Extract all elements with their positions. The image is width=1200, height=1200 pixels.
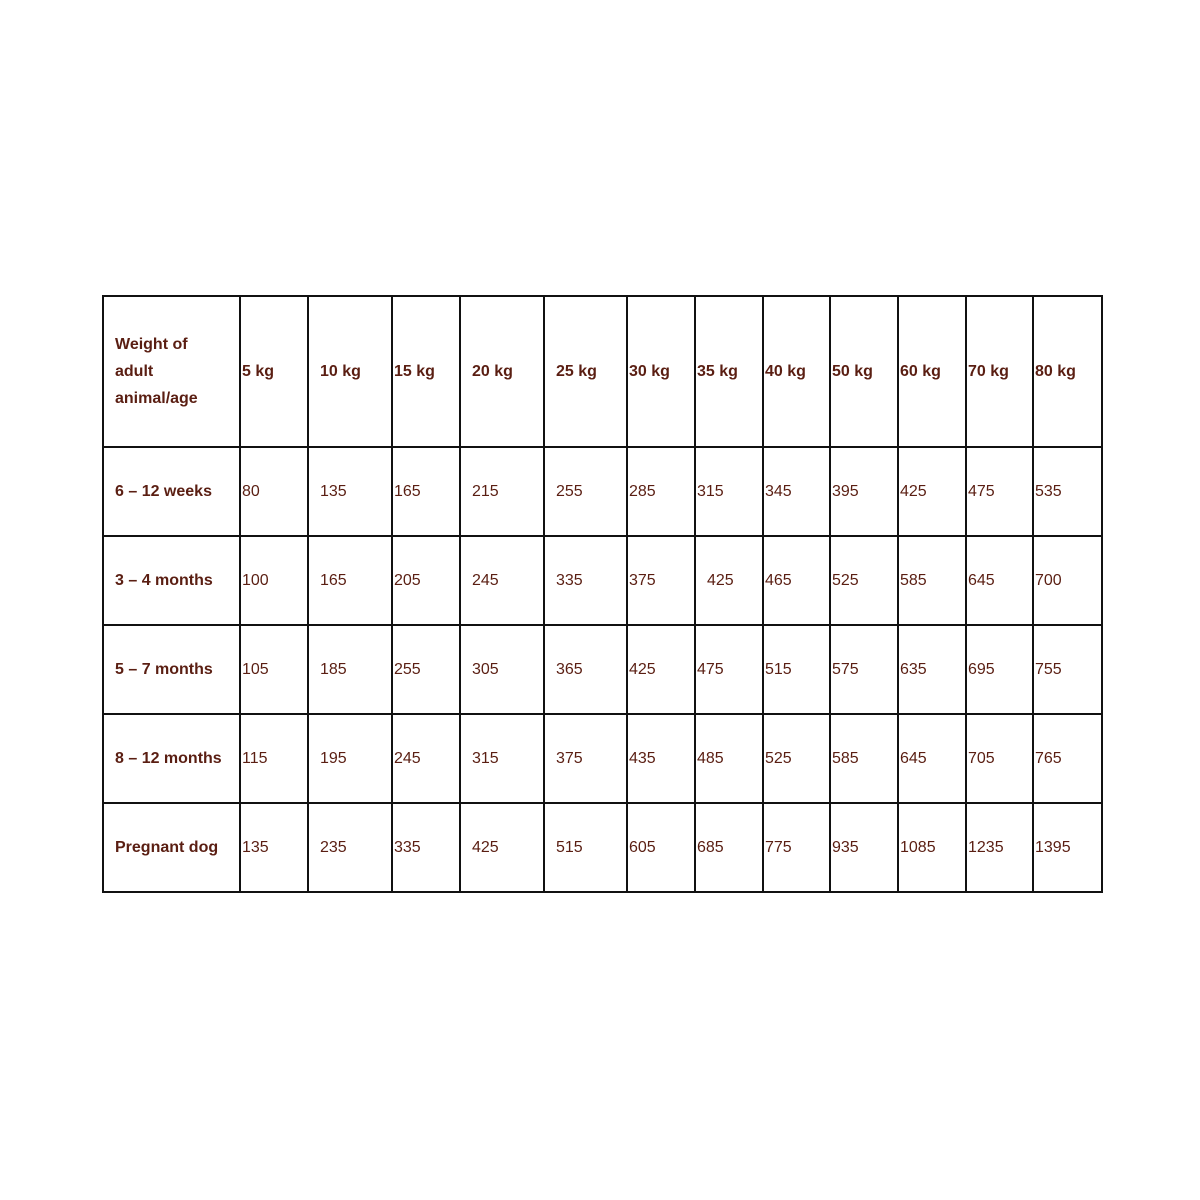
- table-cell: 705: [966, 714, 1033, 803]
- table-cell: 935: [830, 803, 898, 892]
- table-cell: 645: [966, 536, 1033, 625]
- table-cell: 255: [544, 447, 627, 536]
- table-cell: 115: [240, 714, 308, 803]
- column-header: 50 kg: [830, 296, 898, 447]
- header-row: [103, 296, 1102, 447]
- table-cell: 475: [966, 447, 1033, 536]
- table-cell: 635: [898, 625, 966, 714]
- table-cell: 425: [695, 536, 763, 625]
- table-cell: 685: [695, 803, 763, 892]
- row-label: 8 – 12 months: [103, 714, 240, 803]
- column-header: 30 kg: [627, 296, 695, 447]
- column-header: 80 kg: [1033, 296, 1102, 447]
- column-header: 70 kg: [966, 296, 1033, 447]
- table-cell: 515: [544, 803, 627, 892]
- row-label: 5 – 7 months: [103, 625, 240, 714]
- table-cell: 525: [830, 536, 898, 625]
- corner-header-cell: [103, 296, 240, 447]
- table-cell: 285: [627, 447, 695, 536]
- table-cell: 575: [830, 625, 898, 714]
- table-cell: 645: [898, 714, 966, 803]
- table-cell: 135: [308, 447, 392, 536]
- table-cell: 435: [627, 714, 695, 803]
- table-cell: 525: [763, 714, 830, 803]
- table-cell: 335: [392, 803, 460, 892]
- table-cell: 205: [392, 536, 460, 625]
- table-row: [103, 625, 1102, 714]
- column-header: 10 kg: [308, 296, 392, 447]
- table-cell: 235: [308, 803, 392, 892]
- table-cell: 425: [898, 447, 966, 536]
- table-cell: 375: [544, 714, 627, 803]
- row-label: 3 – 4 months: [103, 536, 240, 625]
- table-cell: 305: [460, 625, 544, 714]
- table-cell: 1235: [966, 803, 1033, 892]
- table-cell: 695: [966, 625, 1033, 714]
- table-cell: 485: [695, 714, 763, 803]
- column-header: 40 kg: [763, 296, 830, 447]
- table-cell: 515: [763, 625, 830, 714]
- corner-header-line: adult: [115, 363, 154, 380]
- column-header: 25 kg: [544, 296, 627, 447]
- table-cell: 465: [763, 536, 830, 625]
- table-cell: 135: [240, 803, 308, 892]
- table-cell: 105: [240, 625, 308, 714]
- table-cell: 425: [460, 803, 544, 892]
- table-cell: 425: [627, 625, 695, 714]
- table-cell: 195: [308, 714, 392, 803]
- table-row: [103, 714, 1102, 803]
- table-cell: 585: [830, 714, 898, 803]
- table-cell: 215: [460, 447, 544, 536]
- table-row: [103, 803, 1102, 892]
- table-cell: 395: [830, 447, 898, 536]
- table-cell: 245: [392, 714, 460, 803]
- table-cell: 255: [392, 625, 460, 714]
- table-cell: 755: [1033, 625, 1102, 714]
- table-cell: 535: [1033, 447, 1102, 536]
- column-header: 60 kg: [898, 296, 966, 447]
- table-cell: 765: [1033, 714, 1102, 803]
- column-header: 5 kg: [240, 296, 308, 447]
- table-cell: 375: [627, 536, 695, 625]
- table-cell: 315: [695, 447, 763, 536]
- table-cell: 100: [240, 536, 308, 625]
- table-cell: 365: [544, 625, 627, 714]
- column-header: 20 kg: [460, 296, 544, 447]
- table-row: [103, 447, 1102, 536]
- table-cell: 80: [240, 447, 308, 536]
- table-cell: 335: [544, 536, 627, 625]
- table-cell: 775: [763, 803, 830, 892]
- table-cell: 165: [308, 536, 392, 625]
- corner-header-line: animal/age: [115, 390, 198, 407]
- table-cell: 165: [392, 447, 460, 536]
- table-cell: 605: [627, 803, 695, 892]
- corner-header-line: Weight of: [115, 336, 188, 353]
- table-cell: 345: [763, 447, 830, 536]
- table-cell: 700: [1033, 536, 1102, 625]
- table-cell: 1085: [898, 803, 966, 892]
- feeding-table: [102, 295, 1103, 893]
- table-cell: 245: [460, 536, 544, 625]
- row-label: Pregnant dog: [103, 803, 240, 892]
- table-cell: 475: [695, 625, 763, 714]
- table-row: [103, 536, 1102, 625]
- column-header: 35 kg: [695, 296, 763, 447]
- table-cell: 585: [898, 536, 966, 625]
- table-cell: 315: [460, 714, 544, 803]
- row-label: 6 – 12 weeks: [103, 447, 240, 536]
- table-cell: 185: [308, 625, 392, 714]
- table-cell: 1395: [1033, 803, 1102, 892]
- column-header: 15 kg: [392, 296, 460, 447]
